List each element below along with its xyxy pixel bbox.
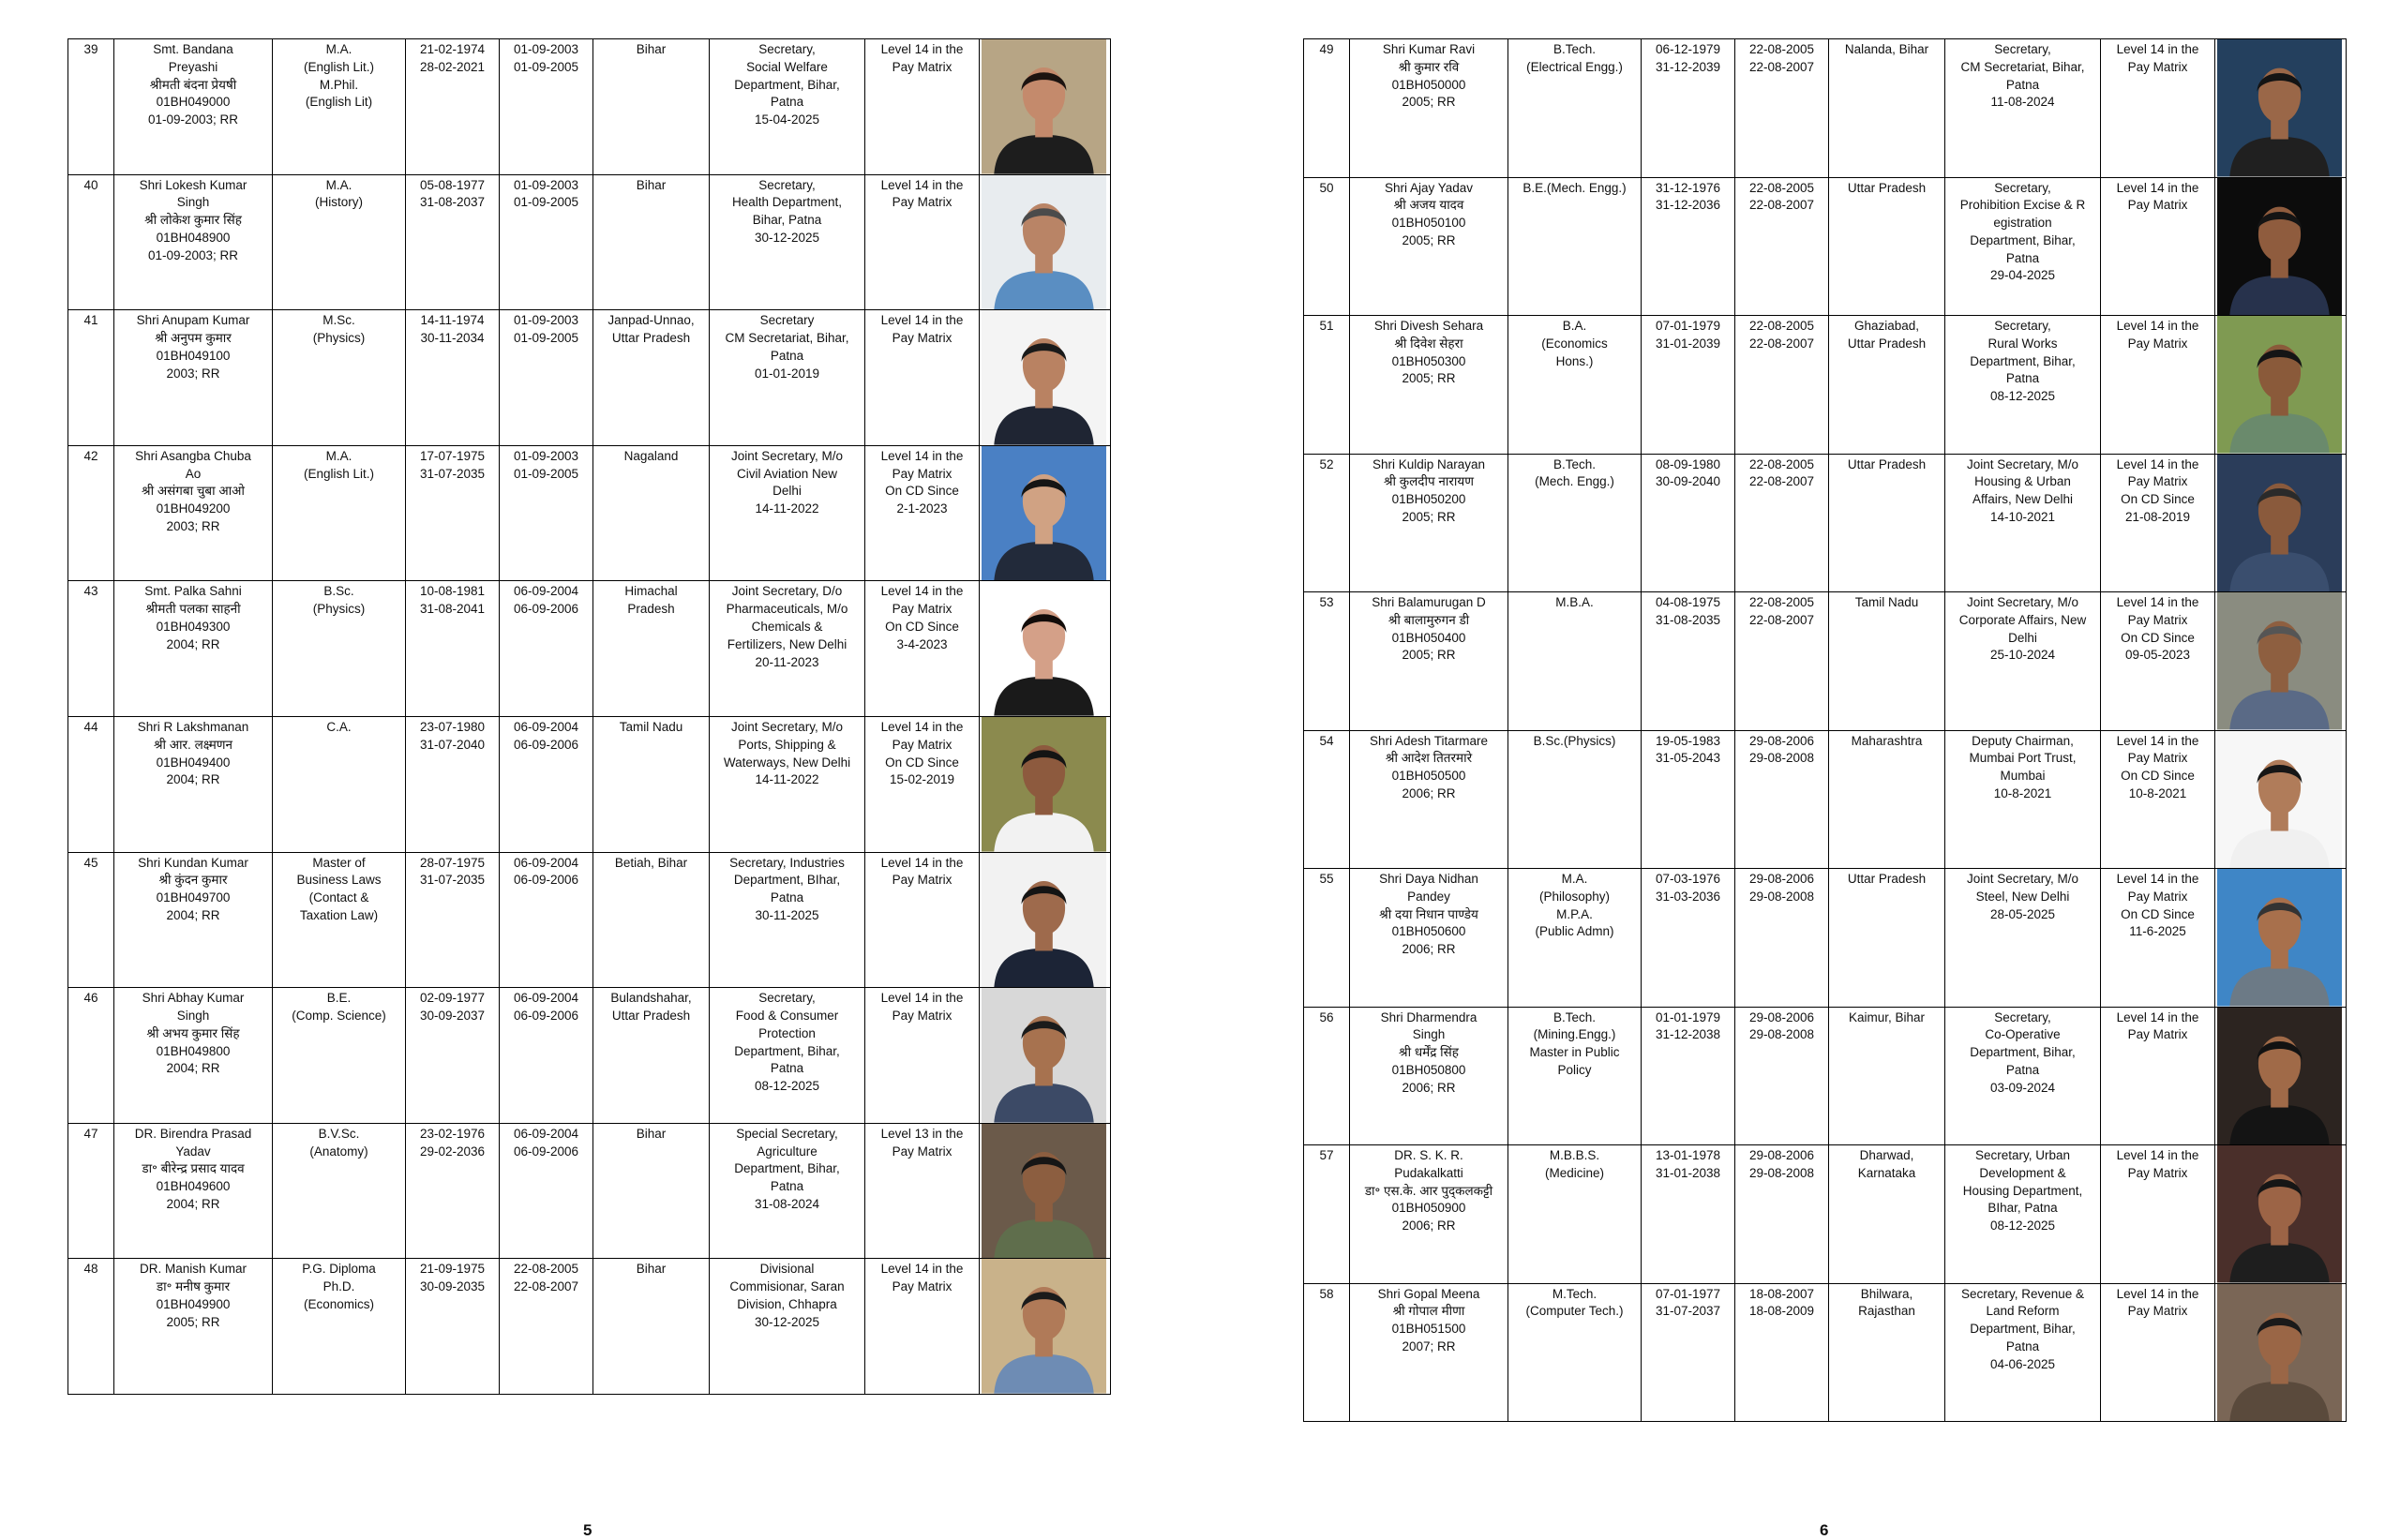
current-posting: Secretary CM Secretariat, Bihar, Patna 01-01-2019 bbox=[710, 310, 865, 446]
birth-retirement-dates: 07-01-1979 31-01-2039 bbox=[1642, 316, 1735, 455]
current-posting: Secretary, Prohibition Excise & R egistration Department, Bihar, Patna 29-04-2025 bbox=[1945, 177, 2101, 316]
current-posting: Secretary, Health Department, Bihar, Patna 30-12-2025 bbox=[710, 174, 865, 310]
portrait-image bbox=[982, 310, 1106, 445]
serial-number: 58 bbox=[1304, 1283, 1350, 1422]
joining-dates: 22-08-2005 22-08-2007 bbox=[1735, 39, 1829, 178]
officer-photo bbox=[980, 445, 1111, 581]
qualification: M.A. (Philosophy) M.P.A. (Public Admn) bbox=[1508, 869, 1642, 1008]
officer-row bbox=[1304, 730, 2347, 869]
domicile: Kaimur, Bihar bbox=[1829, 1007, 1945, 1145]
domicile: Bhilwara, Rajasthan bbox=[1829, 1283, 1945, 1422]
officer-row bbox=[1304, 454, 2347, 592]
page-number: 6 bbox=[1820, 1521, 1829, 1539]
portrait-image bbox=[982, 581, 1106, 716]
officer-photo bbox=[2215, 1283, 2347, 1422]
birth-retirement-dates: 17-07-1975 31-07-2035 bbox=[406, 445, 500, 581]
birth-retirement-dates: 21-09-1975 30-09-2035 bbox=[406, 1259, 500, 1395]
current-posting: Secretary, Food & Consumer Protection Department, Bihar, Patna 08-12-2025 bbox=[710, 988, 865, 1124]
page-6 bbox=[1303, 38, 2347, 1422]
officer-row bbox=[1304, 316, 2347, 455]
portrait-image bbox=[982, 853, 1106, 988]
officer-name: Shri Divesh Sehara श्री दिवेश सेहरा 01BH050300 2005; RR bbox=[1350, 316, 1508, 455]
serial-number: 41 bbox=[68, 310, 114, 446]
domicile: Nagaland bbox=[593, 445, 710, 581]
officer-row bbox=[68, 310, 1111, 446]
birth-retirement-dates: 07-01-1977 31-07-2037 bbox=[1642, 1283, 1735, 1422]
birth-retirement-dates: 10-08-1981 31-08-2041 bbox=[406, 581, 500, 717]
pay-level: Level 14 in the Pay Matrix On CD Since 10-8-2021 bbox=[2101, 730, 2215, 869]
officer-row bbox=[1304, 869, 2347, 1008]
portrait-image bbox=[982, 1259, 1106, 1394]
birth-retirement-dates: 31-12-1976 31-12-2036 bbox=[1642, 177, 1735, 316]
pay-level: Level 14 in the Pay Matrix bbox=[865, 852, 980, 988]
joining-dates: 29-08-2006 29-08-2008 bbox=[1735, 730, 1829, 869]
officer-photo bbox=[2215, 1145, 2347, 1284]
joining-dates: 01-09-2003 01-09-2005 bbox=[500, 445, 593, 581]
portrait-image bbox=[982, 1124, 1106, 1259]
officer-photo bbox=[980, 988, 1111, 1124]
joining-dates: 29-08-2006 29-08-2008 bbox=[1735, 1145, 1829, 1284]
pay-level: Level 14 in the Pay Matrix bbox=[865, 988, 980, 1124]
officer-photo bbox=[2215, 454, 2347, 592]
domicile: Bihar bbox=[593, 1123, 710, 1259]
birth-retirement-dates: 13-01-1978 31-01-2038 bbox=[1642, 1145, 1735, 1284]
current-posting: Joint Secretary, D/o Pharmaceuticals, M/o Chemicals & Fertilizers, New Delhi 20-11-2023 bbox=[710, 581, 865, 717]
portrait-image bbox=[982, 717, 1106, 852]
qualification: B.V.Sc. (Anatomy) bbox=[273, 1123, 406, 1259]
qualification: B.Tech. (Electrical Engg.) bbox=[1508, 39, 1642, 178]
joining-dates: 29-08-2006 29-08-2008 bbox=[1735, 869, 1829, 1008]
portrait-image bbox=[2217, 39, 2342, 177]
serial-number: 56 bbox=[1304, 1007, 1350, 1145]
serial-number: 49 bbox=[1304, 39, 1350, 178]
officer-photo bbox=[2215, 1007, 2347, 1145]
officer-photo bbox=[980, 716, 1111, 852]
current-posting: Secretary, Revenue & Land Reform Department, Bihar, Patna 04-06-2025 bbox=[1945, 1283, 2101, 1422]
officer-row bbox=[68, 1123, 1111, 1259]
officer-name: Shri Gopal Meena श्री गोपाल मीणा 01BH051500 2007; RR bbox=[1350, 1283, 1508, 1422]
joining-dates: 06-09-2004 06-09-2006 bbox=[500, 852, 593, 988]
domicile: Nalanda, Bihar bbox=[1829, 39, 1945, 178]
birth-retirement-dates: 02-09-1977 30-09-2037 bbox=[406, 988, 500, 1124]
portrait-image bbox=[982, 988, 1106, 1123]
birth-retirement-dates: 04-08-1975 31-08-2035 bbox=[1642, 592, 1735, 731]
domicile: Himachal Pradesh bbox=[593, 581, 710, 717]
portrait-image bbox=[982, 446, 1106, 581]
current-posting: Secretary, Co-Operative Department, Bihar, Patna 03-09-2024 bbox=[1945, 1007, 2101, 1145]
officer-row bbox=[68, 1259, 1111, 1395]
officer-name: Shri Anupam Kumar श्री अनुपम कुमार 01BH049100 2003; RR bbox=[114, 310, 273, 446]
domicile: Tamil Nadu bbox=[1829, 592, 1945, 731]
current-posting: Secretary, CM Secretariat, Bihar, Patna 11-08-2024 bbox=[1945, 39, 2101, 178]
domicile: Janpad-Unnao, Uttar Pradesh bbox=[593, 310, 710, 446]
portrait-image bbox=[2217, 178, 2342, 316]
domicile: Tamil Nadu bbox=[593, 716, 710, 852]
birth-retirement-dates: 21-02-1974 28-02-2021 bbox=[406, 39, 500, 175]
officer-photo bbox=[2215, 730, 2347, 869]
qualification: M.B.B.S. (Medicine) bbox=[1508, 1145, 1642, 1284]
portrait-image bbox=[2217, 1008, 2342, 1145]
pay-level: Level 14 in the Pay Matrix bbox=[2101, 1283, 2215, 1422]
current-posting: Joint Secretary, M/o Civil Aviation New Delhi 14-11-2022 bbox=[710, 445, 865, 581]
officer-photo bbox=[980, 310, 1111, 446]
qualification: B.E. (Comp. Science) bbox=[273, 988, 406, 1124]
joining-dates: 01-09-2003 01-09-2005 bbox=[500, 174, 593, 310]
officer-name: DR. S. K. R. Pudakalkatti डा॰ एस.के. आर पुद्कलकट्टी 01BH050900 2006; RR bbox=[1350, 1145, 1508, 1284]
officer-name: Shri Abhay Kumar Singh श्री अभय कुमार सिंह 01BH049800 2004; RR bbox=[114, 988, 273, 1124]
officer-row bbox=[68, 39, 1111, 175]
pay-level: Level 14 in the Pay Matrix bbox=[2101, 1145, 2215, 1284]
officer-photo bbox=[980, 1123, 1111, 1259]
pay-level: Level 14 in the Pay Matrix On CD Since 11-6-2025 bbox=[2101, 869, 2215, 1008]
officer-row bbox=[68, 852, 1111, 988]
officer-photo bbox=[2215, 177, 2347, 316]
birth-retirement-dates: 05-08-1977 31-08-2037 bbox=[406, 174, 500, 310]
officer-name: Shri Lokesh Kumar Singh श्री लोकेश कुमार सिंह 01BH048900 01-09-2003; RR bbox=[114, 174, 273, 310]
officer-row bbox=[1304, 177, 2347, 316]
page-number: 5 bbox=[583, 1521, 592, 1539]
qualification: B.Sc.(Physics) bbox=[1508, 730, 1642, 869]
qualification: M.B.A. bbox=[1508, 592, 1642, 731]
serial-number: 46 bbox=[68, 988, 114, 1124]
portrait-image bbox=[982, 39, 1106, 174]
serial-number: 54 bbox=[1304, 730, 1350, 869]
pay-level: Level 14 in the Pay Matrix bbox=[865, 39, 980, 175]
qualification: P.G. Diploma Ph.D. (Economics) bbox=[273, 1259, 406, 1395]
qualification: M.Sc. (Physics) bbox=[273, 310, 406, 446]
birth-retirement-dates: 23-02-1976 29-02-2036 bbox=[406, 1123, 500, 1259]
officer-row bbox=[68, 174, 1111, 310]
officer-photo bbox=[2215, 869, 2347, 1008]
portrait-image bbox=[2217, 869, 2342, 1007]
joining-dates: 06-09-2004 06-09-2006 bbox=[500, 716, 593, 852]
pay-level: Level 14 in the Pay Matrix bbox=[2101, 1007, 2215, 1145]
domicile: Dharwad, Karnataka bbox=[1829, 1145, 1945, 1284]
officer-name: Shri Asangba Chuba Ao श्री असंगबा चुबा आओ 01BH049200 2003; RR bbox=[114, 445, 273, 581]
joining-dates: 22-08-2005 22-08-2007 bbox=[1735, 177, 1829, 316]
officer-name: Shri Ajay Yadav श्री अजय यादव 01BH050100 2005; RR bbox=[1350, 177, 1508, 316]
serial-number: 39 bbox=[68, 39, 114, 175]
joining-dates: 06-09-2004 06-09-2006 bbox=[500, 581, 593, 717]
pay-level: Level 14 in the Pay Matrix On CD Since 2-1-2023 bbox=[865, 445, 980, 581]
qualification: Master of Business Laws (Contact & Taxation Law) bbox=[273, 852, 406, 988]
birth-retirement-dates: 23-07-1980 31-07-2040 bbox=[406, 716, 500, 852]
portrait-image bbox=[982, 175, 1106, 310]
domicile: Uttar Pradesh bbox=[1829, 454, 1945, 592]
current-posting: Joint Secretary, M/o Steel, New Delhi 28-05-2025 bbox=[1945, 869, 2101, 1008]
serial-number: 50 bbox=[1304, 177, 1350, 316]
officer-name: Shri Balamurugan D श्री बालामुरुगन डी 01BH050400 2005; RR bbox=[1350, 592, 1508, 731]
officer-name: Shri Kumar Ravi श्री कुमार रवि 01BH050000 2005; RR bbox=[1350, 39, 1508, 178]
current-posting: Secretary, Industries Department, BIhar, Patna 30-11-2025 bbox=[710, 852, 865, 988]
officer-photo bbox=[2215, 316, 2347, 455]
officer-row bbox=[1304, 1283, 2347, 1422]
page-5 bbox=[68, 38, 1111, 1395]
pay-level: Level 14 in the Pay Matrix On CD Since 15-02-2019 bbox=[865, 716, 980, 852]
officer-photo bbox=[980, 581, 1111, 717]
current-posting: Joint Secretary, M/o Ports, Shipping & Waterways, New Delhi 14-11-2022 bbox=[710, 716, 865, 852]
officer-table-page-5 bbox=[68, 38, 1111, 1395]
portrait-image bbox=[2217, 455, 2342, 592]
officer-name: Shri Kundan Kumar श्री कुंदन कुमार 01BH049700 2004; RR bbox=[114, 852, 273, 988]
officer-name: DR. Manish Kumar डा॰ मनीष कुमार 01BH049900 2005; RR bbox=[114, 1259, 273, 1395]
joining-dates: 22-08-2005 22-08-2007 bbox=[1735, 454, 1829, 592]
officer-row bbox=[68, 581, 1111, 717]
domicile: Uttar Pradesh bbox=[1829, 177, 1945, 316]
qualification: M.A. (History) bbox=[273, 174, 406, 310]
portrait-image bbox=[2217, 1145, 2342, 1283]
portrait-image bbox=[2217, 1284, 2342, 1422]
current-posting: Joint Secretary, M/o Housing & Urban Affairs, New Delhi 14-10-2021 bbox=[1945, 454, 2101, 592]
current-posting: Secretary, Social Welfare Department, Bihar, Patna 15-04-2025 bbox=[710, 39, 865, 175]
qualification: M.A. (English Lit.) M.Phil. (English Lit) bbox=[273, 39, 406, 175]
officer-name: Shri Daya Nidhan Pandey श्री दया निधान पाण्डेय 01BH050600 2006; RR bbox=[1350, 869, 1508, 1008]
domicile: Betiah, Bihar bbox=[593, 852, 710, 988]
domicile: Maharashtra bbox=[1829, 730, 1945, 869]
joining-dates: 22-08-2005 22-08-2007 bbox=[500, 1259, 593, 1395]
current-posting: Secretary, Rural Works Department, Bihar, Patna 08-12-2025 bbox=[1945, 316, 2101, 455]
officer-name: Smt. Palka Sahni श्रीमती पलका साहनी 01BH049300 2004; RR bbox=[114, 581, 273, 717]
officer-rows bbox=[68, 39, 1111, 1395]
current-posting: Joint Secretary, M/o Corporate Affairs, New Delhi 25-10-2024 bbox=[1945, 592, 2101, 731]
serial-number: 40 bbox=[68, 174, 114, 310]
birth-retirement-dates: 08-09-1980 30-09-2040 bbox=[1642, 454, 1735, 592]
portrait-image bbox=[2217, 731, 2342, 869]
joining-dates: 01-09-2003 01-09-2005 bbox=[500, 310, 593, 446]
joining-dates: 29-08-2006 29-08-2008 bbox=[1735, 1007, 1829, 1145]
serial-number: 48 bbox=[68, 1259, 114, 1395]
birth-retirement-dates: 07-03-1976 31-03-2036 bbox=[1642, 869, 1735, 1008]
officer-row bbox=[68, 716, 1111, 852]
birth-retirement-dates: 28-07-1975 31-07-2035 bbox=[406, 852, 500, 988]
serial-number: 45 bbox=[68, 852, 114, 988]
officer-rows bbox=[1304, 39, 2347, 1422]
officer-photo bbox=[980, 174, 1111, 310]
officer-name: Shri R Lakshmanan श्री आर. लक्ष्मणन 01BH049400 2004; RR bbox=[114, 716, 273, 852]
joining-dates: 01-09-2003 01-09-2005 bbox=[500, 39, 593, 175]
current-posting: Secretary, Urban Development & Housing Department, BIhar, Patna 08-12-2025 bbox=[1945, 1145, 2101, 1284]
domicile: Bulandshahar, Uttar Pradesh bbox=[593, 988, 710, 1124]
joining-dates: 18-08-2007 18-08-2009 bbox=[1735, 1283, 1829, 1422]
qualification: B.Tech. (Mining.Engg.) Master in Public Policy bbox=[1508, 1007, 1642, 1145]
pay-level: Level 14 in the Pay Matrix On CD Since 3-4-2023 bbox=[865, 581, 980, 717]
current-posting: Divisional Commisionar, Saran Division, Chhapra 30-12-2025 bbox=[710, 1259, 865, 1395]
officer-name: Shri Adesh Titarmare श्री आदेश तितरमारे 01BH050500 2006; RR bbox=[1350, 730, 1508, 869]
pay-level: Level 13 in the Pay Matrix bbox=[865, 1123, 980, 1259]
domicile: Bihar bbox=[593, 1259, 710, 1395]
current-posting: Special Secretary, Agriculture Department, Bihar, Patna 31-08-2024 bbox=[710, 1123, 865, 1259]
portrait-image bbox=[2217, 592, 2342, 730]
serial-number: 47 bbox=[68, 1123, 114, 1259]
pay-level: Level 14 in the Pay Matrix bbox=[865, 174, 980, 310]
domicile: Ghaziabad, Uttar Pradesh bbox=[1829, 316, 1945, 455]
joining-dates: 06-09-2004 06-09-2006 bbox=[500, 1123, 593, 1259]
pay-level: Level 14 in the Pay Matrix bbox=[2101, 316, 2215, 455]
qualification: B.E.(Mech. Engg.) bbox=[1508, 177, 1642, 316]
qualification: M.Tech. (Computer Tech.) bbox=[1508, 1283, 1642, 1422]
officer-photo bbox=[2215, 592, 2347, 731]
qualification: M.A. (English Lit.) bbox=[273, 445, 406, 581]
domicile: Uttar Pradesh bbox=[1829, 869, 1945, 1008]
domicile: Bihar bbox=[593, 39, 710, 175]
birth-retirement-dates: 19-05-1983 31-05-2043 bbox=[1642, 730, 1735, 869]
qualification: B.Tech. (Mech. Engg.) bbox=[1508, 454, 1642, 592]
joining-dates: 22-08-2005 22-08-2007 bbox=[1735, 592, 1829, 731]
officer-name: Smt. Bandana Preyashi श्रीमती बंदना प्रेयषी 01BH049000 01-09-2003; RR bbox=[114, 39, 273, 175]
portrait-image bbox=[2217, 316, 2342, 454]
officer-table-page-6 bbox=[1303, 38, 2347, 1422]
serial-number: 52 bbox=[1304, 454, 1350, 592]
qualification: B.A. (Economics Hons.) bbox=[1508, 316, 1642, 455]
birth-retirement-dates: 06-12-1979 31-12-2039 bbox=[1642, 39, 1735, 178]
officer-photo bbox=[980, 1259, 1111, 1395]
pay-level: Level 14 in the Pay Matrix bbox=[865, 1259, 980, 1395]
joining-dates: 22-08-2005 22-08-2007 bbox=[1735, 316, 1829, 455]
officer-row bbox=[1304, 1007, 2347, 1145]
officer-row bbox=[68, 988, 1111, 1124]
officer-row bbox=[68, 445, 1111, 581]
qualification: B.Sc. (Physics) bbox=[273, 581, 406, 717]
joining-dates: 06-09-2004 06-09-2006 bbox=[500, 988, 593, 1124]
officer-name: Shri Kuldip Narayan श्री कुलदीप नारायण 01BH050200 2005; RR bbox=[1350, 454, 1508, 592]
officer-row bbox=[1304, 1145, 2347, 1284]
officer-photo bbox=[980, 39, 1111, 175]
officer-name: Shri Dharmendra Singh श्री धर्मेंद्र सिंह 01BH050800 2006; RR bbox=[1350, 1007, 1508, 1145]
birth-retirement-dates: 01-01-1979 31-12-2038 bbox=[1642, 1007, 1735, 1145]
officer-row bbox=[1304, 39, 2347, 178]
serial-number: 57 bbox=[1304, 1145, 1350, 1284]
officer-row bbox=[1304, 592, 2347, 731]
birth-retirement-dates: 14-11-1974 30-11-2034 bbox=[406, 310, 500, 446]
serial-number: 43 bbox=[68, 581, 114, 717]
officer-photo bbox=[980, 852, 1111, 988]
domicile: Bihar bbox=[593, 174, 710, 310]
serial-number: 51 bbox=[1304, 316, 1350, 455]
pay-level: Level 14 in the Pay Matrix bbox=[865, 310, 980, 446]
serial-number: 44 bbox=[68, 716, 114, 852]
qualification: C.A. bbox=[273, 716, 406, 852]
current-posting: Deputy Chairman, Mumbai Port Trust, Mumbai 10-8-2021 bbox=[1945, 730, 2101, 869]
pay-level: Level 14 in the Pay Matrix On CD Since 09-05-2023 bbox=[2101, 592, 2215, 731]
officer-name: DR. Birendra Prasad Yadav डा॰ बीरेन्द्र प्रसाद यादव 01BH049600 2004; RR bbox=[114, 1123, 273, 1259]
pay-level: Level 14 in the Pay Matrix On CD Since 21-08-2019 bbox=[2101, 454, 2215, 592]
serial-number: 53 bbox=[1304, 592, 1350, 731]
serial-number: 42 bbox=[68, 445, 114, 581]
pay-level: Level 14 in the Pay Matrix bbox=[2101, 177, 2215, 316]
serial-number: 55 bbox=[1304, 869, 1350, 1008]
pay-level: Level 14 in the Pay Matrix bbox=[2101, 39, 2215, 178]
officer-photo bbox=[2215, 39, 2347, 178]
